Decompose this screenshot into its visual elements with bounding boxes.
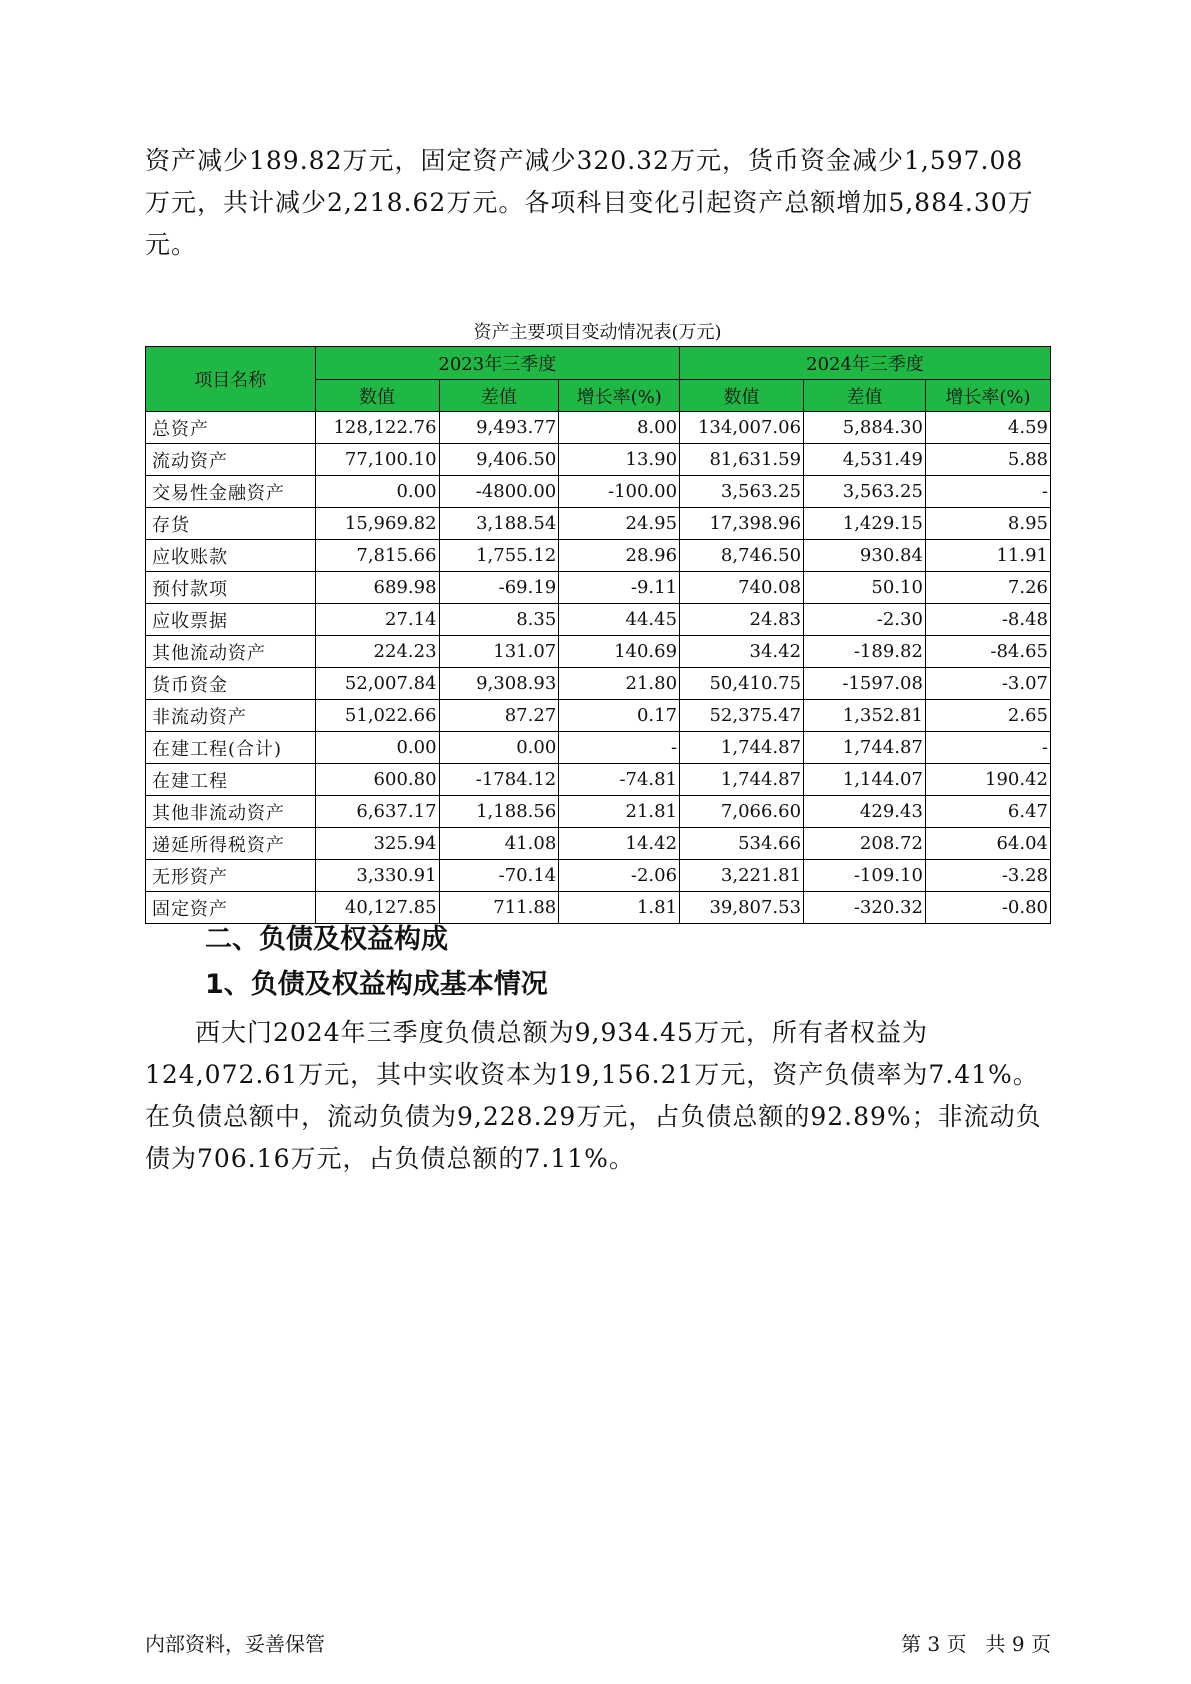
header-item-name: 项目名称 bbox=[146, 347, 316, 412]
table-cell: -100.00 bbox=[559, 476, 680, 508]
header-period-2023: 2023年三季度 bbox=[315, 347, 680, 380]
row-label: 交易性金融资产 bbox=[146, 476, 316, 508]
table-cell: 14.42 bbox=[559, 828, 680, 860]
table-row bbox=[146, 540, 1051, 572]
table-cell: -74.81 bbox=[559, 764, 680, 796]
table-cell: 27.14 bbox=[315, 604, 439, 636]
table-cell: 131.07 bbox=[439, 636, 559, 668]
table-cell: 8.00 bbox=[559, 412, 680, 444]
table-cell: 81,631.59 bbox=[680, 444, 804, 476]
table-cell: -2.06 bbox=[559, 860, 680, 892]
table-cell: 4.59 bbox=[925, 412, 1050, 444]
table-cell: 9,308.93 bbox=[439, 668, 559, 700]
table-cell: -8.48 bbox=[925, 604, 1050, 636]
table-cell: 9,406.50 bbox=[439, 444, 559, 476]
table-cell: -1597.08 bbox=[804, 668, 926, 700]
table-cell: 7,066.60 bbox=[680, 796, 804, 828]
table-row bbox=[146, 636, 1051, 668]
table-cell: 11.91 bbox=[925, 540, 1050, 572]
row-label: 应收账款 bbox=[146, 540, 316, 572]
table-cell: -3.28 bbox=[925, 860, 1050, 892]
table-cell: -109.10 bbox=[804, 860, 926, 892]
table-cell: 50.10 bbox=[804, 572, 926, 604]
footer-confidential: 内部资料，妥善保管 bbox=[145, 1632, 325, 1656]
row-label: 货币资金 bbox=[146, 668, 316, 700]
table-cell: 9,493.77 bbox=[439, 412, 559, 444]
section-heading: 二、负债及权益构成 bbox=[205, 924, 448, 955]
table-cell: 5.88 bbox=[925, 444, 1050, 476]
table-caption: 资产主要项目变动情况表(万元) bbox=[473, 322, 722, 343]
table-cell: 50,410.75 bbox=[680, 668, 804, 700]
subheader-rate-2024: 增长率(%) bbox=[925, 380, 1050, 412]
table-cell: 6.47 bbox=[925, 796, 1050, 828]
row-label: 流动资产 bbox=[146, 444, 316, 476]
table-cell: -70.14 bbox=[439, 860, 559, 892]
table-cell: -9.11 bbox=[559, 572, 680, 604]
table-cell: 534.66 bbox=[680, 828, 804, 860]
row-label: 应收票据 bbox=[146, 604, 316, 636]
table-cell: 24.83 bbox=[680, 604, 804, 636]
table-cell: 44.45 bbox=[559, 604, 680, 636]
table-cell: 1,744.87 bbox=[680, 764, 804, 796]
table-cell: 1.81 bbox=[559, 892, 680, 924]
table-cell: 140.69 bbox=[559, 636, 680, 668]
table-cell: 52,375.47 bbox=[680, 700, 804, 732]
table-row bbox=[146, 444, 1051, 476]
table-row bbox=[146, 732, 1051, 764]
table-cell: 24.95 bbox=[559, 508, 680, 540]
table-cell: 740.08 bbox=[680, 572, 804, 604]
row-label: 其他非流动资产 bbox=[146, 796, 316, 828]
table-row bbox=[146, 764, 1051, 796]
table-row bbox=[146, 412, 1051, 444]
table-cell: 4,531.49 bbox=[804, 444, 926, 476]
table-cell: 39,807.53 bbox=[680, 892, 804, 924]
table-cell: 28.96 bbox=[559, 540, 680, 572]
table-cell: 1,755.12 bbox=[439, 540, 559, 572]
row-label: 在建工程(合计) bbox=[146, 732, 316, 764]
table-body bbox=[146, 412, 1051, 924]
table-cell: - bbox=[925, 476, 1050, 508]
table-cell: -84.65 bbox=[925, 636, 1050, 668]
subheader-value-2024: 数值 bbox=[680, 380, 804, 412]
intro-text: 资产减少189.82万元，固定资产减少320.32万元，货币资金减少1,597.08万元，共计减少2,218.62万元。各项科目变化引起资产总额增加5,884.30万元。 bbox=[145, 146, 1034, 259]
row-label: 固定资产 bbox=[146, 892, 316, 924]
header-period-2024: 2024年三季度 bbox=[680, 347, 1051, 380]
table-cell: 224.23 bbox=[315, 636, 439, 668]
table-cell: 429.43 bbox=[804, 796, 926, 828]
subsection-heading: 1、负债及权益构成基本情况 bbox=[205, 969, 548, 1000]
row-label: 存货 bbox=[146, 508, 316, 540]
table-cell: 689.98 bbox=[315, 572, 439, 604]
table-cell: 711.88 bbox=[439, 892, 559, 924]
table-cell: 0.00 bbox=[439, 732, 559, 764]
subheader-diff-2024: 差值 bbox=[804, 380, 926, 412]
table-row bbox=[146, 668, 1051, 700]
table-cell: -2.30 bbox=[804, 604, 926, 636]
table-cell: 8,746.50 bbox=[680, 540, 804, 572]
table-row bbox=[146, 508, 1051, 540]
table-cell: 128,122.76 bbox=[315, 412, 439, 444]
table-cell: - bbox=[925, 732, 1050, 764]
table-cell: 0.17 bbox=[559, 700, 680, 732]
subheader-rate-2023: 增长率(%) bbox=[559, 380, 680, 412]
table-cell: 64.04 bbox=[925, 828, 1050, 860]
table-cell: 13.90 bbox=[559, 444, 680, 476]
row-label: 递延所得税资产 bbox=[146, 828, 316, 860]
table-cell: -320.32 bbox=[804, 892, 926, 924]
table-cell: 6,637.17 bbox=[315, 796, 439, 828]
row-label: 预付款项 bbox=[146, 572, 316, 604]
table-cell: 21.81 bbox=[559, 796, 680, 828]
table-cell: -3.07 bbox=[925, 668, 1050, 700]
table-cell: 21.80 bbox=[559, 668, 680, 700]
table-cell: 8.35 bbox=[439, 604, 559, 636]
table-cell: -189.82 bbox=[804, 636, 926, 668]
table-cell: 3,563.25 bbox=[680, 476, 804, 508]
row-label: 总资产 bbox=[146, 412, 316, 444]
table-cell: 7,815.66 bbox=[315, 540, 439, 572]
table-cell: 325.94 bbox=[315, 828, 439, 860]
body-paragraph bbox=[145, 1012, 1045, 1180]
table-row bbox=[146, 476, 1051, 508]
subheader-value-2023: 数值 bbox=[315, 380, 439, 412]
table-cell: 41.08 bbox=[439, 828, 559, 860]
table-cell: 87.27 bbox=[439, 700, 559, 732]
footer-page-number: 第 3 页 共 9 页 bbox=[901, 1632, 1051, 1656]
asset-change-table bbox=[145, 346, 1051, 924]
table-cell: 1,188.56 bbox=[439, 796, 559, 828]
row-label: 非流动资产 bbox=[146, 700, 316, 732]
table-cell: 1,429.15 bbox=[804, 508, 926, 540]
table-row bbox=[146, 604, 1051, 636]
table-cell: 8.95 bbox=[925, 508, 1050, 540]
table-cell: 0.00 bbox=[315, 732, 439, 764]
table-cell: 77,100.10 bbox=[315, 444, 439, 476]
table-cell: 52,007.84 bbox=[315, 668, 439, 700]
table-cell: 208.72 bbox=[804, 828, 926, 860]
table-row bbox=[146, 796, 1051, 828]
table-cell: 134,007.06 bbox=[680, 412, 804, 444]
table-cell: 1,352.81 bbox=[804, 700, 926, 732]
table-cell: 1,144.07 bbox=[804, 764, 926, 796]
row-label: 在建工程 bbox=[146, 764, 316, 796]
table-cell: 34.42 bbox=[680, 636, 804, 668]
table-cell: 1,744.87 bbox=[680, 732, 804, 764]
table-row bbox=[146, 572, 1051, 604]
table-row bbox=[146, 860, 1051, 892]
table-cell: 5,884.30 bbox=[804, 412, 926, 444]
table-cell: -4800.00 bbox=[439, 476, 559, 508]
table-cell: 15,969.82 bbox=[315, 508, 439, 540]
table-cell: 0.00 bbox=[315, 476, 439, 508]
table-cell: -0.80 bbox=[925, 892, 1050, 924]
table-cell: 17,398.96 bbox=[680, 508, 804, 540]
table-cell: 51,022.66 bbox=[315, 700, 439, 732]
row-label: 其他流动资产 bbox=[146, 636, 316, 668]
table-row bbox=[146, 700, 1051, 732]
body-text: 西大门2024年三季度负债总额为9,934.45万元，所有者权益为124,072.61万元，其中实收资本为19,156.21万元，资产负债率为7.41%。在负债总额中，流动负债为9,228.29万元，占负债总额的92.89%；非流动负债为706.16万元，占负债总额的7.11%。 bbox=[145, 1018, 1042, 1173]
table-cell: -1784.12 bbox=[439, 764, 559, 796]
table-cell: 3,188.54 bbox=[439, 508, 559, 540]
intro-paragraph bbox=[145, 140, 1045, 266]
table-row bbox=[146, 828, 1051, 860]
table-cell: 2.65 bbox=[925, 700, 1050, 732]
table-cell: 3,563.25 bbox=[804, 476, 926, 508]
table-cell: 930.84 bbox=[804, 540, 926, 572]
row-label: 无形资产 bbox=[146, 860, 316, 892]
table-cell: 40,127.85 bbox=[315, 892, 439, 924]
table-cell: - bbox=[559, 732, 680, 764]
table-cell: 190.42 bbox=[925, 764, 1050, 796]
table-cell: 3,330.91 bbox=[315, 860, 439, 892]
table-cell: 1,744.87 bbox=[804, 732, 926, 764]
table-cell: 600.80 bbox=[315, 764, 439, 796]
table-cell: 3,221.81 bbox=[680, 860, 804, 892]
table-cell: 7.26 bbox=[925, 572, 1050, 604]
subheader-diff-2023: 差值 bbox=[439, 380, 559, 412]
table-cell: -69.19 bbox=[439, 572, 559, 604]
